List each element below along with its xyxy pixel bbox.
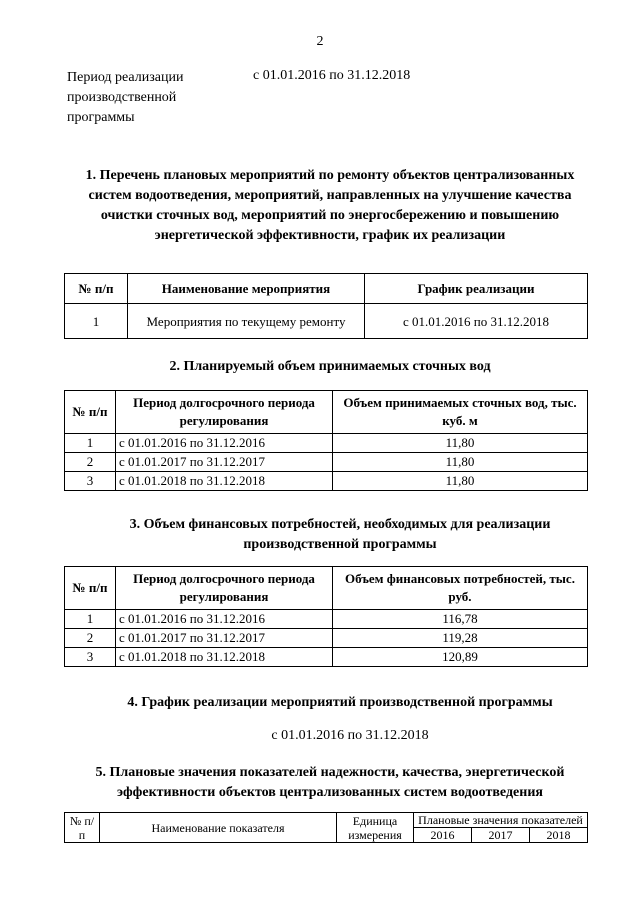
cell-number: 1 <box>65 304 128 339</box>
table-header-row <box>65 274 588 304</box>
indicators-table <box>64 812 588 843</box>
col-header-planned-values: Плановые значения показателей <box>414 813 588 828</box>
table-row <box>65 629 588 648</box>
period-value: с 01.01.2016 по 31.12.2018 <box>253 68 411 83</box>
col-header-measure: Наименование мероприятия <box>128 274 365 304</box>
cell-measure: Мероприятия по текущему ремонту <box>128 304 365 339</box>
section-1-title: 1. Перечень плановых мероприятий по ремонту объектов централизованных систем водоотведения, мероприятий, направленных на улучшение качества очистки сточных вод, мероприятий по энергосбережению и повышению энергетической эффективности, график их реализации <box>85 168 575 243</box>
cell-amount: 120,89 <box>333 648 588 667</box>
table-header-row <box>65 567 588 610</box>
cell-number: 2 <box>65 629 116 648</box>
table-row <box>65 434 588 453</box>
col-header-period: Период долгосрочного периода регулирования <box>116 391 333 434</box>
table-row <box>65 304 588 339</box>
section-4-title: 4. График реализации мероприятий производственной программы <box>127 695 553 710</box>
cell-number: 1 <box>65 434 116 453</box>
table-header-row <box>65 813 588 828</box>
col-header-number: № п/п <box>65 391 116 434</box>
section-3-title: 3. Объем финансовых потребностей, необходимых для реализации производственной программы <box>129 517 551 552</box>
table-row <box>65 648 588 667</box>
col-header-year-2018: 2018 <box>530 828 588 843</box>
cell-volume: 11,80 <box>333 453 588 472</box>
col-header-year-2016: 2016 <box>414 828 472 843</box>
col-header-year-2017: 2017 <box>472 828 530 843</box>
col-header-number: № п/п <box>65 813 100 843</box>
page-number: 2 <box>316 34 324 49</box>
col-header-financial-needs: Объем финансовых потребностей, тыс. руб. <box>333 567 588 610</box>
col-header-indicator: Наименование показателя <box>100 813 337 843</box>
financial-needs-table <box>64 566 588 667</box>
cell-number: 3 <box>65 472 116 491</box>
cell-volume: 11,80 <box>333 434 588 453</box>
cell-period: с 01.01.2018 по 31.12.2018 <box>116 472 333 491</box>
cell-number: 3 <box>65 648 116 667</box>
period-label: Период реализации производственной программы <box>67 70 184 125</box>
col-header-number: № п/п <box>65 274 128 304</box>
cell-period: с 01.01.2017 по 31.12.2017 <box>116 453 333 472</box>
cell-amount: 116,78 <box>333 610 588 629</box>
table-row <box>65 610 588 629</box>
col-header-volume: Объем принимаемых сточных вод, тыс. куб. м <box>333 391 588 434</box>
cell-period: с 01.01.2016 по 31.12.2016 <box>116 434 333 453</box>
cell-number: 2 <box>65 453 116 472</box>
table-header-row <box>65 391 588 434</box>
col-header-unit: Единица измерения <box>337 813 414 843</box>
cell-number: 1 <box>65 610 116 629</box>
cell-period: с 01.01.2018 по 31.12.2018 <box>116 648 333 667</box>
table-row <box>65 472 588 491</box>
cell-schedule: с 01.01.2016 по 31.12.2018 <box>365 304 588 339</box>
col-header-number: № п/п <box>65 567 116 610</box>
section-4-schedule: с 01.01.2016 по 31.12.2018 <box>271 728 429 743</box>
cell-amount: 119,28 <box>333 629 588 648</box>
wastewater-volume-table <box>64 390 588 491</box>
cell-period: с 01.01.2017 по 31.12.2017 <box>116 629 333 648</box>
measures-table <box>64 273 588 339</box>
section-2-title: 2. Планируемый объем принимаемых сточных вод <box>169 359 491 374</box>
cell-volume: 11,80 <box>333 472 588 491</box>
cell-period: с 01.01.2016 по 31.12.2016 <box>116 610 333 629</box>
table-row <box>65 453 588 472</box>
col-header-period: Период долгосрочного периода регулирования <box>116 567 333 610</box>
section-5-title: 5. Плановые значения показателей надежности, качества, энергетической эффективности объектов централизованных систем водоотведения <box>95 765 565 800</box>
col-header-schedule: График реализации <box>365 274 588 304</box>
